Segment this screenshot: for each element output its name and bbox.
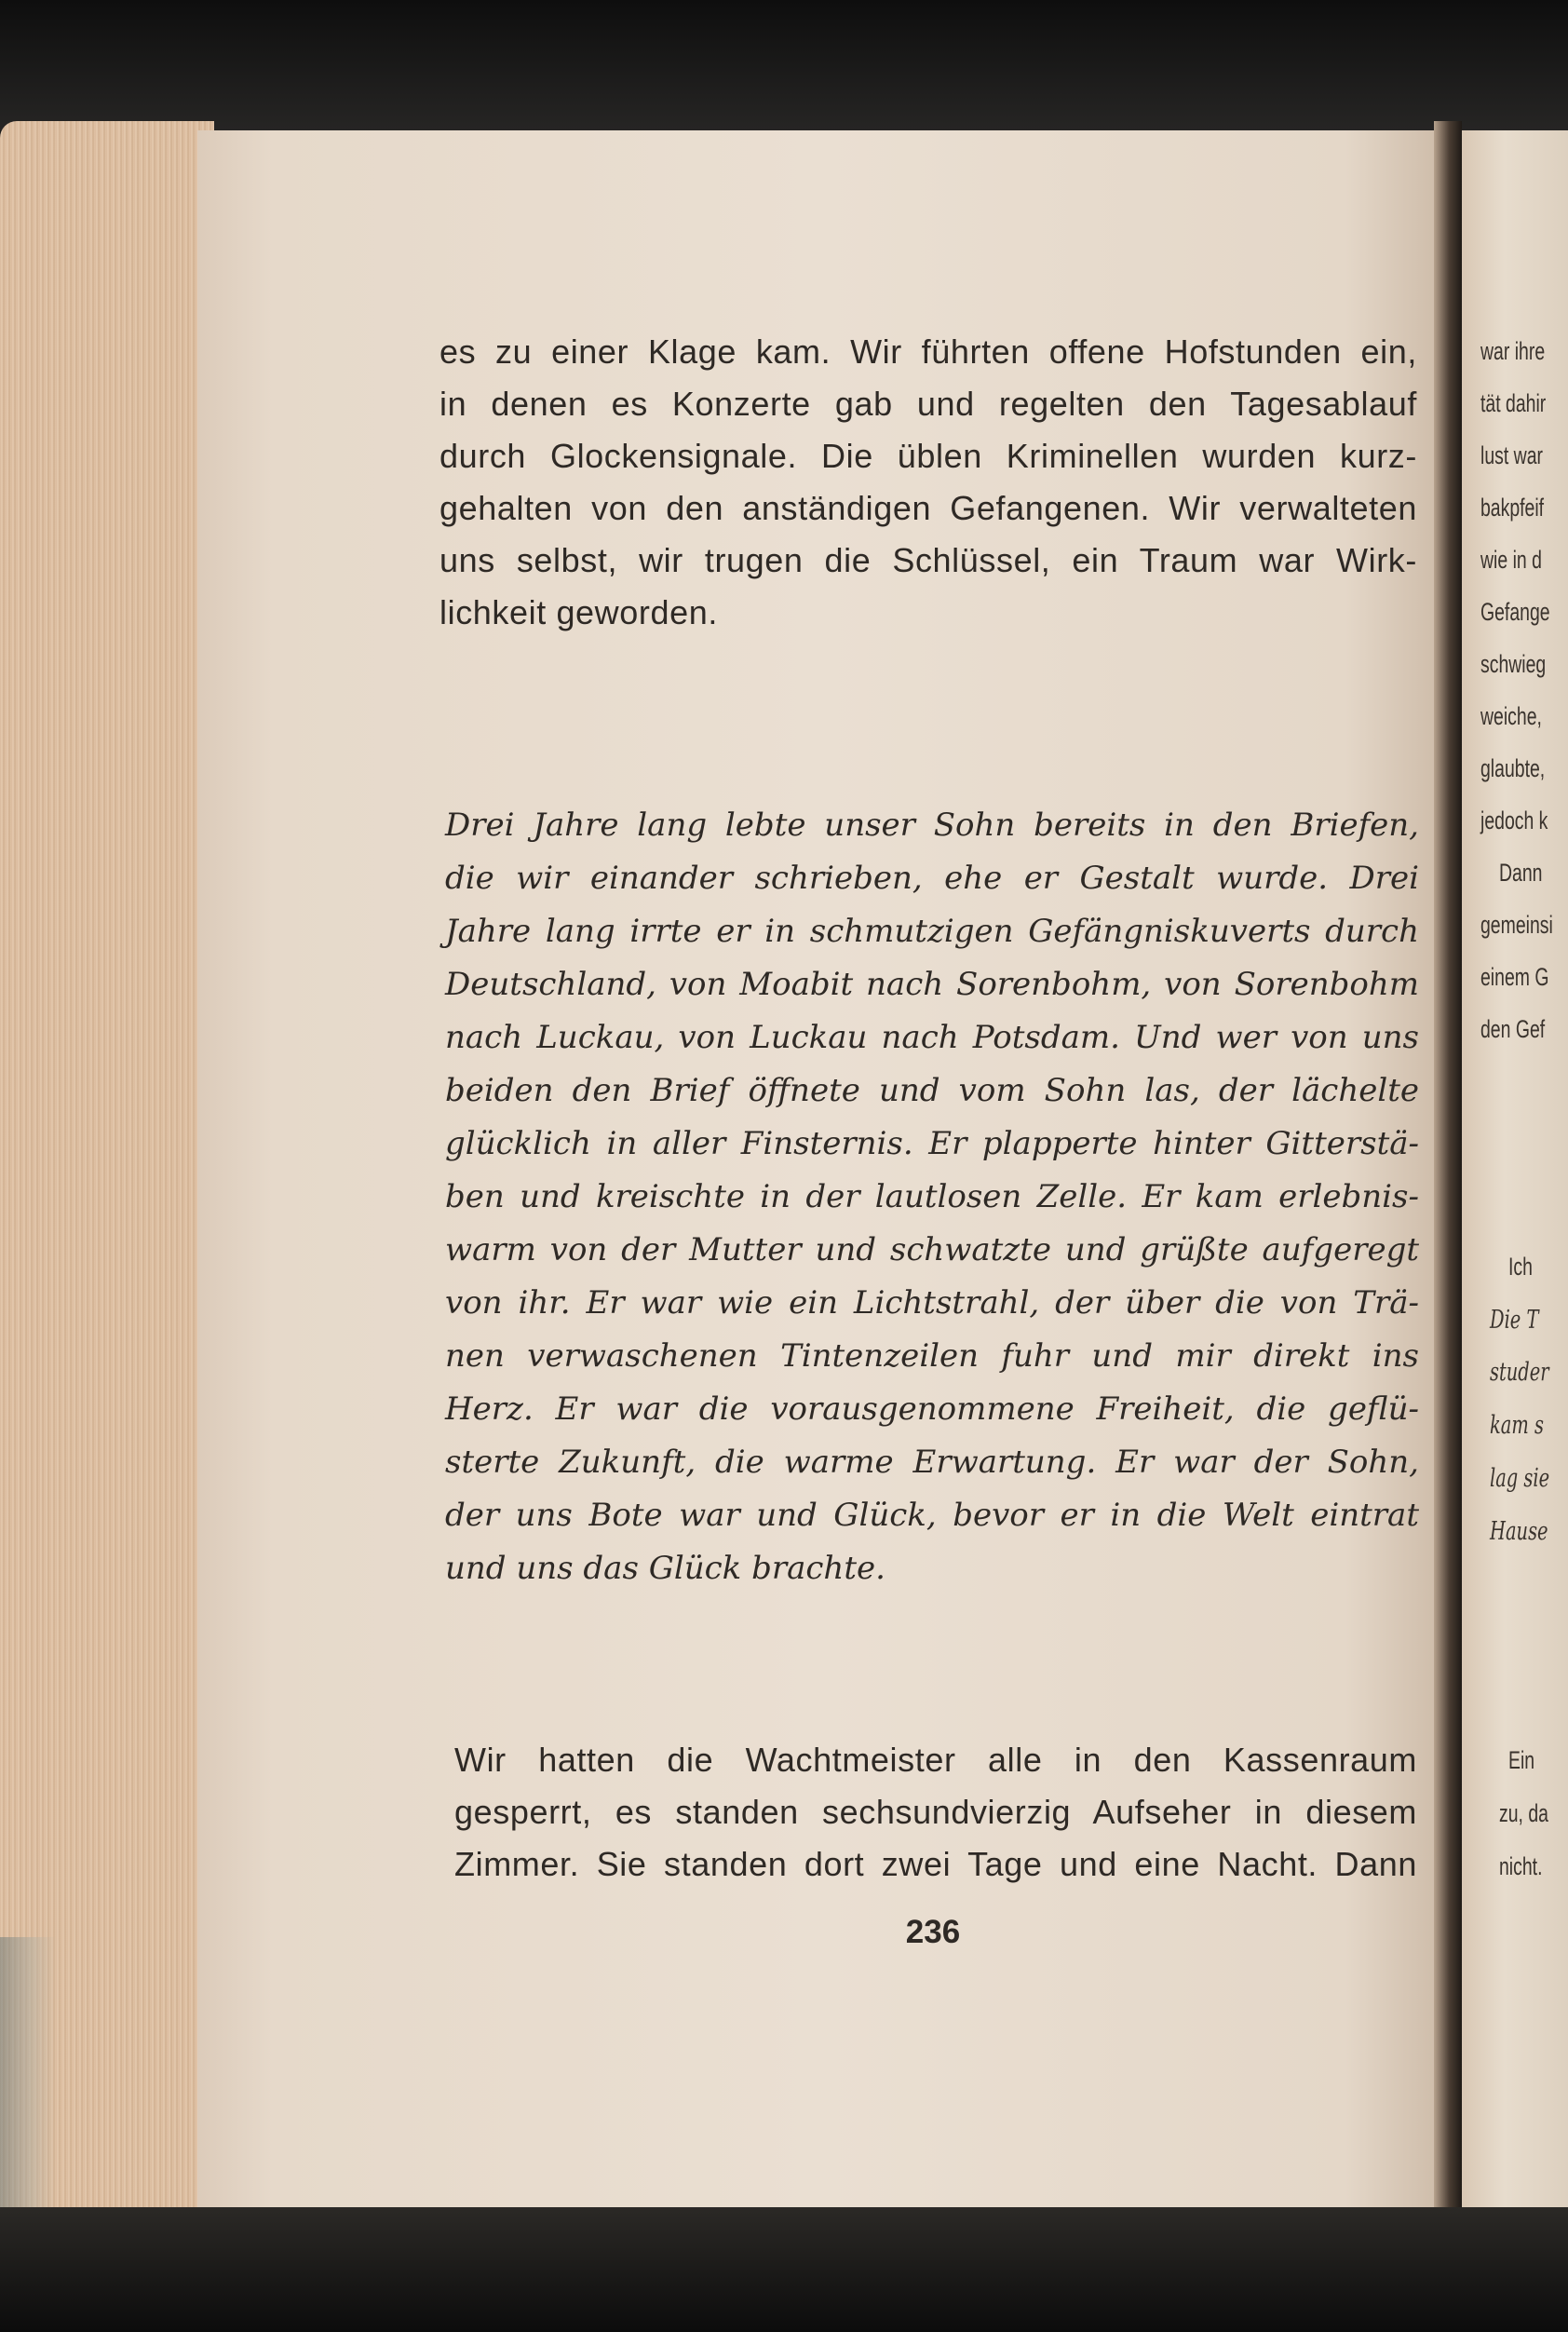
fragment-line: war ihre [1480, 337, 1546, 365]
text-line: durch Glockensignale. Die üblen Kriminellen wurden kurz- [439, 437, 1417, 475]
text-line: uns selbst, wir trugen die Schlüssel, ein Traum war Wirk- [439, 541, 1417, 579]
fragment-line: gemeinsi [1480, 911, 1553, 939]
fragment-line: Die T [1490, 1306, 1539, 1335]
paragraph-guards-locked [454, 1734, 1417, 1891]
text-line: lichkeit geworden. [439, 593, 718, 631]
fragment-line: weiche, [1480, 702, 1542, 730]
fragment-line: lag sie [1490, 1464, 1550, 1493]
text-line: Zimmer. Sie standen dort zwei Tage und eine Nacht. Dann [454, 1845, 1417, 1883]
text-line: nen verwaschenen Tintenzeilen fuhr und mir direkt ins [445, 1337, 1419, 1375]
page-stack-edge [0, 121, 214, 2207]
fragment-line: den Gef [1480, 1015, 1546, 1043]
text-line: gehalten von den anständigen Gefangenen. Wir verwalteten [439, 489, 1417, 527]
text-line: es zu einer Klage kam. Wir führten offene Hofstunden ein, [439, 332, 1417, 371]
fragment-line: zu, da [1499, 1799, 1548, 1827]
text-line: Deutschland, von Moabit nach Sorenbohm, von Sorenbohm [445, 966, 1419, 1003]
fragment-line: kam s [1490, 1411, 1544, 1440]
text-line: nach Luckau, von Luckau nach Potsdam. Und wer von uns [445, 1019, 1419, 1056]
fragment-line: jedoch k [1480, 807, 1548, 834]
fragment-line: glaubte, [1480, 754, 1546, 782]
page-number: 236 [905, 1914, 961, 1950]
next-page-edge [1462, 130, 1568, 2217]
text-line: und uns das Glück brachte. [445, 1550, 885, 1587]
text-line: von ihr. Er war wie ein Lichtstrahl, der über die von Trä- [445, 1284, 1419, 1322]
fragment-line: wie in d [1480, 546, 1542, 574]
text-line: Jahre lang irrte er in schmutzigen Gefängniskuverts durch [445, 913, 1419, 950]
fragment-line: Dann [1499, 859, 1543, 887]
background-bottom [0, 2207, 1568, 2332]
fragment-line: studer [1490, 1358, 1549, 1387]
text-line: die wir einander schrieben, ehe er Gestalt wurde. Drei [445, 860, 1419, 897]
fragment-line: tät dahir [1480, 389, 1547, 417]
fragment-line: lust war [1480, 441, 1543, 469]
text-line: Herz. Er war die vorausgenommene Freiheit, die geflü- [445, 1390, 1419, 1428]
text-line: beiden den Brief öffnete und vom Sohn las, der lächelte [445, 1072, 1419, 1109]
paragraph-italic-son-letters [445, 799, 1419, 1595]
fragment-line: schwieg [1480, 650, 1547, 678]
fragment-line: Ein [1508, 1746, 1535, 1774]
text-line: warm von der Mutter und schwatzte und grüßte aufgeregt [445, 1231, 1419, 1268]
book-gutter [1434, 121, 1462, 2226]
background-top [0, 0, 1568, 130]
text-line: in denen es Konzerte gab und regelten den Tagesablauf [439, 385, 1417, 423]
fragment-line: bakpfeif [1480, 494, 1545, 522]
paragraph-prison-self-administration [439, 326, 1417, 639]
fragment-line: nicht. [1499, 1852, 1543, 1880]
fragment-line: Gefange [1480, 598, 1550, 626]
fragment-line: einem G [1480, 963, 1549, 991]
fragment-line: Ich [1508, 1253, 1533, 1281]
text-line: gesperrt, es standen sechsundvierzig Aufseher in diesem [454, 1793, 1417, 1831]
text-line: der uns Bote war und Glück, bevor er in die Welt eintrat [445, 1497, 1419, 1534]
text-line: Drei Jahre lang lebte unser Sohn bereits in den Briefen, [445, 807, 1419, 844]
text-line: glücklich in aller Finsternis. Er plapperte hinter Gitterstä- [445, 1125, 1419, 1162]
text-line: sterte Zukunft, die warme Erwartung. Er war der Sohn, [445, 1444, 1419, 1481]
text-line: Wir hatten die Wachtmeister alle in den Kassenraum [454, 1741, 1417, 1779]
fragment-line: Hause [1490, 1517, 1548, 1546]
text-line: ben und kreischte in der lautlosen Zelle. Er kam erlebnis- [445, 1178, 1419, 1215]
